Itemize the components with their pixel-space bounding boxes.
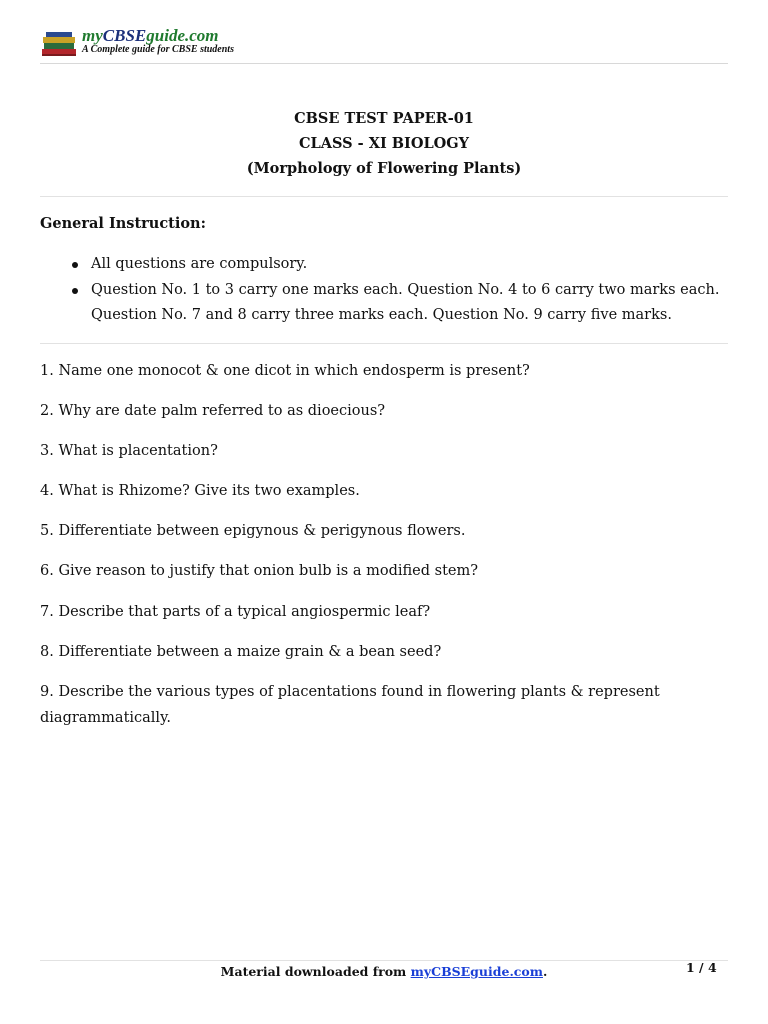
footer-divider bbox=[40, 960, 728, 961]
footer-site-link[interactable]: myCBSEguide.com bbox=[410, 964, 543, 979]
question-2: 2. Why are date palm referred to as dioecious? bbox=[40, 403, 386, 419]
footer-prefix: Material downloaded from bbox=[220, 964, 411, 979]
question-4: 4. What is Rhizome? Give its two examples. bbox=[40, 483, 360, 499]
question-9: 9. Describe the various types of placentations found in flowering plants & represent diagrammatically. bbox=[40, 684, 660, 726]
brand-tagline: A Complete guide for CBSE students bbox=[82, 44, 234, 55]
books-logo-icon bbox=[40, 29, 80, 59]
question-8: 8. Differentiate between a maize grain & a bean seed? bbox=[40, 644, 442, 660]
site-logo[interactable] bbox=[40, 27, 270, 59]
page-number: 1 / 4 bbox=[686, 960, 717, 975]
instruction-item: All questions are compulsory. bbox=[40, 252, 728, 278]
brand-name bbox=[82, 27, 219, 45]
brand-cbse: CBSE bbox=[102, 26, 147, 45]
divider bbox=[40, 196, 728, 197]
question-3: 3. What is placentation? bbox=[40, 443, 218, 459]
paper-subtitle: (Morphology of Flowering Plants) bbox=[246, 160, 522, 177]
paper-title-block bbox=[40, 106, 728, 181]
paper-title: CBSE TEST PAPER-01 bbox=[294, 110, 474, 127]
question-5: 5. Differentiate between epigynous & perigynous flowers. bbox=[40, 523, 466, 539]
paper-class: CLASS - XI BIOLOGY bbox=[298, 135, 470, 152]
question-6: 6. Give reason to justify that onion bulb is a modified stem? bbox=[40, 563, 479, 579]
divider bbox=[40, 343, 728, 344]
question-1: 1. Name one monocot & one dicot in which endosperm is present? bbox=[40, 363, 530, 379]
instruction-item: Question No. 1 to 3 carry one marks each. Question No. 4 to 6 carry two marks each. Question No. 7 and 8 carry three marks each. Question No. 9 carry five marks. bbox=[40, 278, 728, 329]
question-7: 7. Describe that parts of a typical angiospermic leaf? bbox=[40, 604, 431, 620]
brand-my: my bbox=[82, 26, 103, 45]
brand-guide: guide.com bbox=[146, 26, 219, 45]
instructions-heading: General Instruction: bbox=[40, 215, 206, 232]
footer bbox=[0, 963, 768, 981]
page-header bbox=[40, 27, 728, 64]
footer-suffix: . bbox=[542, 964, 548, 979]
instructions-list bbox=[40, 252, 728, 329]
